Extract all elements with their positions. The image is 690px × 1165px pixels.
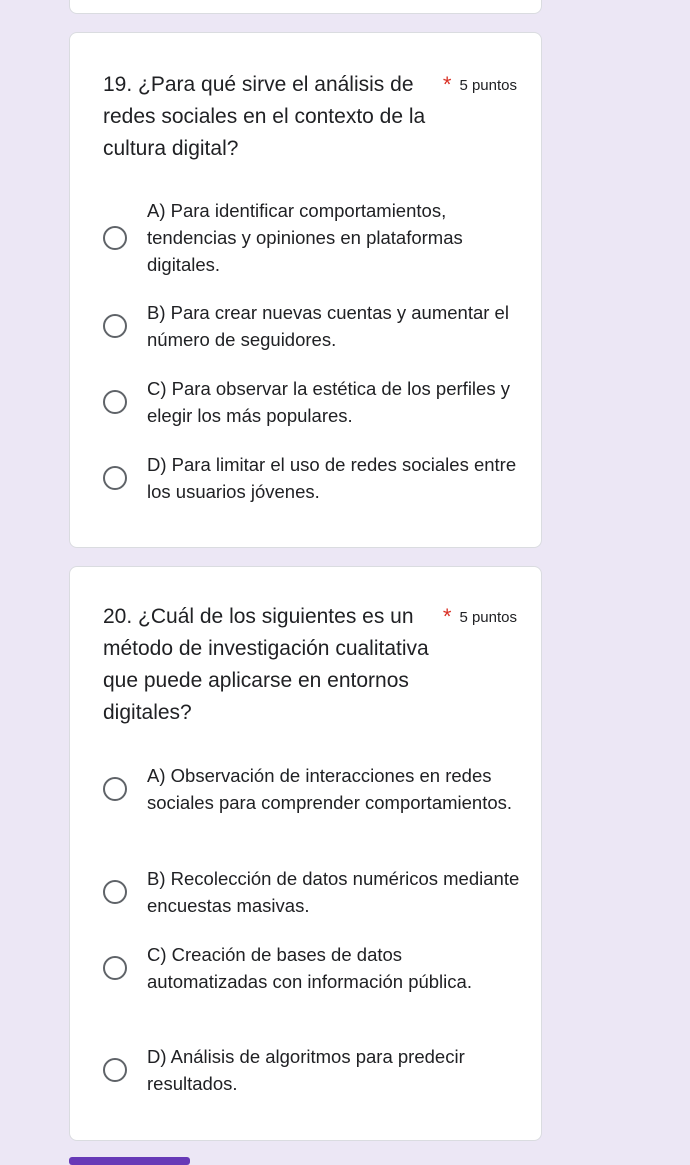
option-label: A) Observación de interacciones en redes sociales para comprender comportamientos. [147, 765, 513, 813]
question-card-19 [69, 32, 542, 548]
radio-button-icon[interactable] [103, 1058, 127, 1082]
question-title: 20. ¿Cuál de los siguientes es un método de investigación cualitativa que puede aplicarse en entornos digitales? [103, 605, 429, 724]
radio-button-icon[interactable] [103, 390, 127, 414]
required-asterisk: * [442, 72, 452, 97]
question-meta [443, 69, 517, 101]
option-d[interactable] [103, 1043, 521, 1097]
radio-button-icon[interactable] [103, 777, 127, 801]
question-title: 19. ¿Para qué sirve el análisis de redes sociales en el contexto de la cultura digital? [103, 73, 426, 160]
page-tab-indicator [69, 1157, 190, 1165]
option-label: B) Para crear nuevas cuentas y aumentar el número de seguidores. [147, 302, 509, 350]
option-label: C) Para observar la estética de los perfiles y elegir los más populares. [147, 378, 510, 426]
required-asterisk: * [442, 604, 452, 629]
points-label: 5 puntos [459, 76, 517, 94]
radio-button-icon[interactable] [103, 956, 127, 980]
question-card-20 [69, 566, 542, 1141]
option-label: D) Para limitar el uso de redes sociales entre los usuarios jóvenes. [147, 454, 517, 502]
option-d[interactable] [103, 451, 521, 505]
question-header [103, 601, 517, 729]
points-label: 5 puntos [459, 608, 517, 626]
option-a[interactable] [103, 762, 521, 816]
option-c[interactable] [103, 375, 521, 429]
question-header [103, 69, 517, 165]
option-b[interactable] [103, 865, 521, 919]
question-meta [443, 601, 517, 633]
radio-button-icon[interactable] [103, 314, 127, 338]
option-a[interactable] [103, 197, 521, 278]
option-label: C) Creación de bases de datos automatizadas con información pública. [147, 944, 472, 992]
previous-question-card [69, 0, 542, 14]
option-label: B) Recolección de datos numéricos mediante encuestas masivas. [147, 868, 520, 916]
option-label: A) Para identificar comportamientos, tendencias y opiniones en plataformas digitales. [147, 200, 463, 275]
radio-button-icon[interactable] [103, 466, 127, 490]
option-b[interactable] [103, 299, 521, 353]
option-c[interactable] [103, 941, 521, 995]
radio-button-icon[interactable] [103, 880, 127, 904]
option-label: D) Análisis de algoritmos para predecir resultados. [147, 1046, 465, 1094]
radio-button-icon[interactable] [103, 226, 127, 250]
